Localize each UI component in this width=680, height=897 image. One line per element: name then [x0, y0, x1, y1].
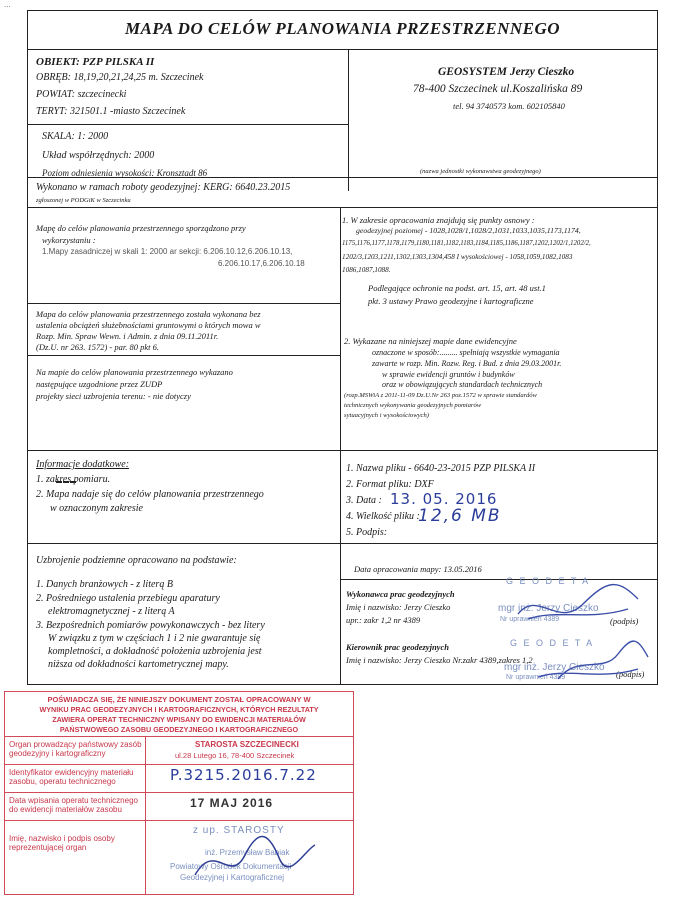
- sec1-right-l4: 1202/3,1203,1211,1302,1303,1304,458 I wysokościowej - 1058,1059,1082,1083: [342, 253, 573, 261]
- sec2-right-l3: zawarte w rozp. Min. Rozw. Reg. i Bud. z dnia 29.03.2001r.: [372, 359, 562, 368]
- range-line-icon: [56, 481, 76, 483]
- cert-date-label: Data wpisania operatu technicznego do ewidencji materiałów zasobu: [9, 796, 138, 814]
- file-size-value: 12,6 MB: [418, 506, 502, 526]
- uzbrojenie-header: Uzbrojenie podziemne opracowano na podstawie:: [36, 555, 237, 566]
- sec2-left-l2: ustalenia obciążeń służebnościami gruntowymi o których mowa w: [36, 320, 261, 330]
- cert-line-2: WYNIKU PRAC GEODEZYJNYCH I KARTOGRAFICZNYCH, KTÓRYCH REZULTATY: [39, 705, 319, 714]
- sec1-left-l2: wykorzystaniu :: [42, 235, 96, 245]
- stamp-name-2: mgr inż. Jerzy Cieszko: [504, 662, 605, 673]
- sec1-right-l1: 1. W zakresie opracowania znajdują się punkty osnowy :: [342, 215, 535, 225]
- cert-person-role-1: Powiatowy Ośrodek Dokumentacji: [170, 862, 292, 871]
- sec2-right-l5: oraz w obowiązujących standardach technicznych: [382, 380, 543, 389]
- sec1-left-l1: Mapę do celów planowania przestrzennego sporządzono przy: [36, 223, 246, 233]
- page-tag: ...: [4, 0, 11, 9]
- cert-person-role-2: Geodezyjnej i Kartograficznej: [180, 873, 285, 882]
- wykonawca-header: Wykonawca prac geodezyjnych: [346, 589, 455, 599]
- sec1-right-l2: geodezyjnej poziomej - 1028,1028/1,1028/2,1031,1033,1035,1173,1174,: [356, 226, 581, 235]
- cert-date-value: 17 MAJ 2016: [190, 796, 274, 810]
- sec3-left-l2: następujące uzgodnione przez ZUDP: [36, 379, 163, 389]
- file-signature-label: 5. Podpis:: [346, 527, 388, 538]
- stamp-nr-2: Nr uprawnień 4389: [506, 674, 566, 681]
- wykonano-field: Wykonano w ramach roboty geodezyjnej: KERG: 6640.23.2015: [36, 182, 291, 193]
- sec2-right-l1: 2. Wykazane na niniejszej mapie dane ewidencyjne: [344, 336, 517, 346]
- obreb-field: OBRĘB: 18,19,20,21,24,25 m. Szczecinek: [36, 72, 204, 83]
- cert-person-label: Imię, nazwisko i podpis osoby reprezentującej organ: [9, 834, 115, 852]
- zgloszonej-field: zgłoszonej w PODGiK w Szczecinku: [36, 197, 131, 204]
- file-format: 2. Format pliku: DXF: [346, 479, 434, 490]
- kierownik-header: Kierownik prac geodezyjnych: [346, 642, 449, 652]
- certification-stamp: [4, 691, 354, 895]
- stamp-geodeta-1: G E O D E T A: [506, 576, 591, 586]
- cert-line-1: POŚWIADCZA SIĘ, ŻE NINIEJSZY DOKUMENT ZOSTAŁ OPRACOWANY W: [47, 695, 311, 704]
- sec1-right-l7: pkt. 3 ustawy Prawo geodezyjne i kartograficzne: [368, 296, 534, 306]
- stamp-geodeta-2: G E O D E T A: [510, 638, 595, 648]
- sec2-right-l2: oznaczone w sposób:......... spełniają wszystkie wymagania: [372, 348, 560, 357]
- obiekt-field: OBIEKT: PZP PILSKA II: [36, 56, 155, 68]
- sec2-right-l8: sytuacyjnych i wysokościowych): [344, 412, 429, 419]
- sec2-left-l4: (Dz.U. nr 263. 1572) - par. 80 pkt 6.: [36, 342, 160, 352]
- uzbrojenie-3c: kompletności, a dokładność położenia uzbrojenia jest: [48, 646, 262, 657]
- sec2-left-l1: Mapa do celów planowania przestrzennego została wykonana bez: [36, 309, 261, 319]
- signature-icon: [498, 559, 658, 699]
- info-item-1: 1. zakres pomiaru.: [36, 474, 111, 485]
- sec1-right-l5: 1086,1087,1088.: [342, 266, 391, 274]
- sec1-right-l6: Podlegające ochronie na podst. art. 15, art. 48 ust.1: [368, 283, 546, 293]
- official-signature-icon: [185, 830, 325, 890]
- cert-organ-label: Organ prowadzący państwowy zasób geodezyjny i kartograficzny: [9, 740, 142, 758]
- file-name: 1. Nazwa pliku - 6640-23-2015 PZP PILSKA II: [346, 463, 536, 474]
- cert-zup: z up. STAROSTY: [193, 825, 285, 836]
- teryt-field: TERYT: 321501.1 -miasto Szczecinek: [36, 106, 186, 117]
- kierownik-name: Imię i nazwisko: Jerzy Cieszko Nr.zakr 4389,zakres 1,2: [346, 655, 533, 665]
- page-title: MAPA DO CELÓW PLANOWANIA PRZESTRZENNEGO: [124, 19, 561, 38]
- company-caption: (nazwa jednostki wykonawstwa geodezyjnego): [420, 168, 541, 175]
- file-data-label: 3. Data :: [346, 495, 382, 506]
- stamp-name-1: mgr inż. Jerzy Cieszko: [498, 603, 599, 614]
- uzbrojenie-3b: W związku z tym w częściach 1 i 2 nie gwarantuje się: [48, 633, 261, 644]
- cert-line-4: PAŃSTWOWEGO ZASOBU GEODEZYJNEGO I KARTOGRAFICZNEGO: [59, 725, 299, 734]
- cert-organ-value-1: STAROSTA SZCZECINECKI: [195, 740, 299, 749]
- uzbrojenie-1: 1. Danych branżowych - z literą B: [36, 579, 173, 590]
- sec2-right-l7: technicznych wykonywania geodezyjnych pomiarów: [344, 402, 482, 409]
- sec1-left-hand2: 6.206.10.17,6.206.10.18: [218, 259, 305, 268]
- sec2-right-l6: (rozp.MSWiA z 2011-11-09 Dz.U.Nr 263 poz.1572 w sprawie standardów: [344, 392, 537, 399]
- company-address: 78-400 Szczecinek ul.Koszalińska 89: [413, 83, 583, 95]
- info-item-3: w oznaczonym zakresie: [50, 503, 143, 514]
- skala-field: SKALA: 1: 2000: [42, 131, 109, 142]
- sec3-left-l1: Na mapie do celów planowania przestrzennego wykazano: [36, 367, 233, 377]
- map-form: [27, 10, 658, 685]
- stamp-nr-1: Nr uprawnień 4389: [500, 616, 560, 623]
- cert-organ-value-2: ul.28 Lutego 16, 78-400 Szczecinek: [175, 751, 295, 760]
- poziom-field: Poziom odniesienia wysokości: Kronsztadt 86: [42, 168, 208, 178]
- sec1-left-hand1: 1.Mapy zasadniczej w skali 1: 2000 ar sekcji: 6.206.10.12,6.206.10.13,: [42, 247, 293, 256]
- info-header: Informacje dodatkowe:: [36, 459, 130, 470]
- podpis-label-1: (podpis): [610, 616, 639, 626]
- file-data-value: 13. 05. 2016: [390, 490, 498, 508]
- opracowanie-data: Data opracowania mapy: 13.05.2016: [354, 564, 482, 574]
- powiat-field: POWIAT: szczecinecki: [36, 89, 127, 100]
- uzbrojenie-2a: 2. Pośredniego ustalenia przebiegu aparatury: [36, 593, 220, 604]
- wykonawca-uprawnienia: upr.: zakr 1,2 nr 4389: [346, 615, 421, 625]
- sec2-right-l4: w sprawie ewidencji gruntów i budynków: [382, 370, 515, 379]
- uzbrojenie-3a: 3. Bezpośrednich pomiarów powykonawczych - bez litery: [36, 620, 265, 631]
- cert-line-3: ZAWIERA OPERAT TECHNICZNY WPISANY DO EWIDENCJI MATERIAŁÓW: [52, 715, 306, 724]
- sec3-left-l3: projekty sieci uzbrojenia terenu: - nie dotyczy: [36, 391, 191, 401]
- cert-id-value: P.3215.2016.7.22: [170, 766, 317, 784]
- wykonawca-name: Imię i nazwisko: Jerzy Cieszko: [346, 602, 451, 612]
- company-phone: tel. 94 3740573 kom. 602105840: [453, 101, 565, 111]
- sec1-right-l3: 1175,1176,1177,1178,1179,1180,1181,1182,1183,1184,1185,1186,1187,1202,1202/1,1202/2,: [342, 240, 591, 247]
- info-item-2: 2. Mapa nadaje się do celów planowania przestrzennego: [36, 489, 264, 500]
- uzbrojenie-3d: niższa od dokładności kartometrycznej mapy.: [48, 659, 229, 670]
- cert-person-name: inż. Przemysław Babiak: [205, 848, 290, 857]
- file-size-label: 4. Wielkość pliku :: [346, 511, 420, 522]
- uklad-field: Układ współrzędnych: 2000: [42, 150, 155, 161]
- uzbrojenie-2b: elektromagnetycznej - z literą A: [48, 606, 175, 617]
- company-name: GEOSYSTEM Jerzy Cieszko: [438, 66, 575, 78]
- podpis-label-2: (podpis): [616, 669, 645, 679]
- cert-id-label: Identyfikator ewidencyjny materiału zasobu, operatu technicznego: [9, 768, 134, 786]
- sec2-left-l3: Rozp. Min. Spraw Wewn. i Admin. z dnia 09.11.2011r.: [36, 331, 219, 341]
